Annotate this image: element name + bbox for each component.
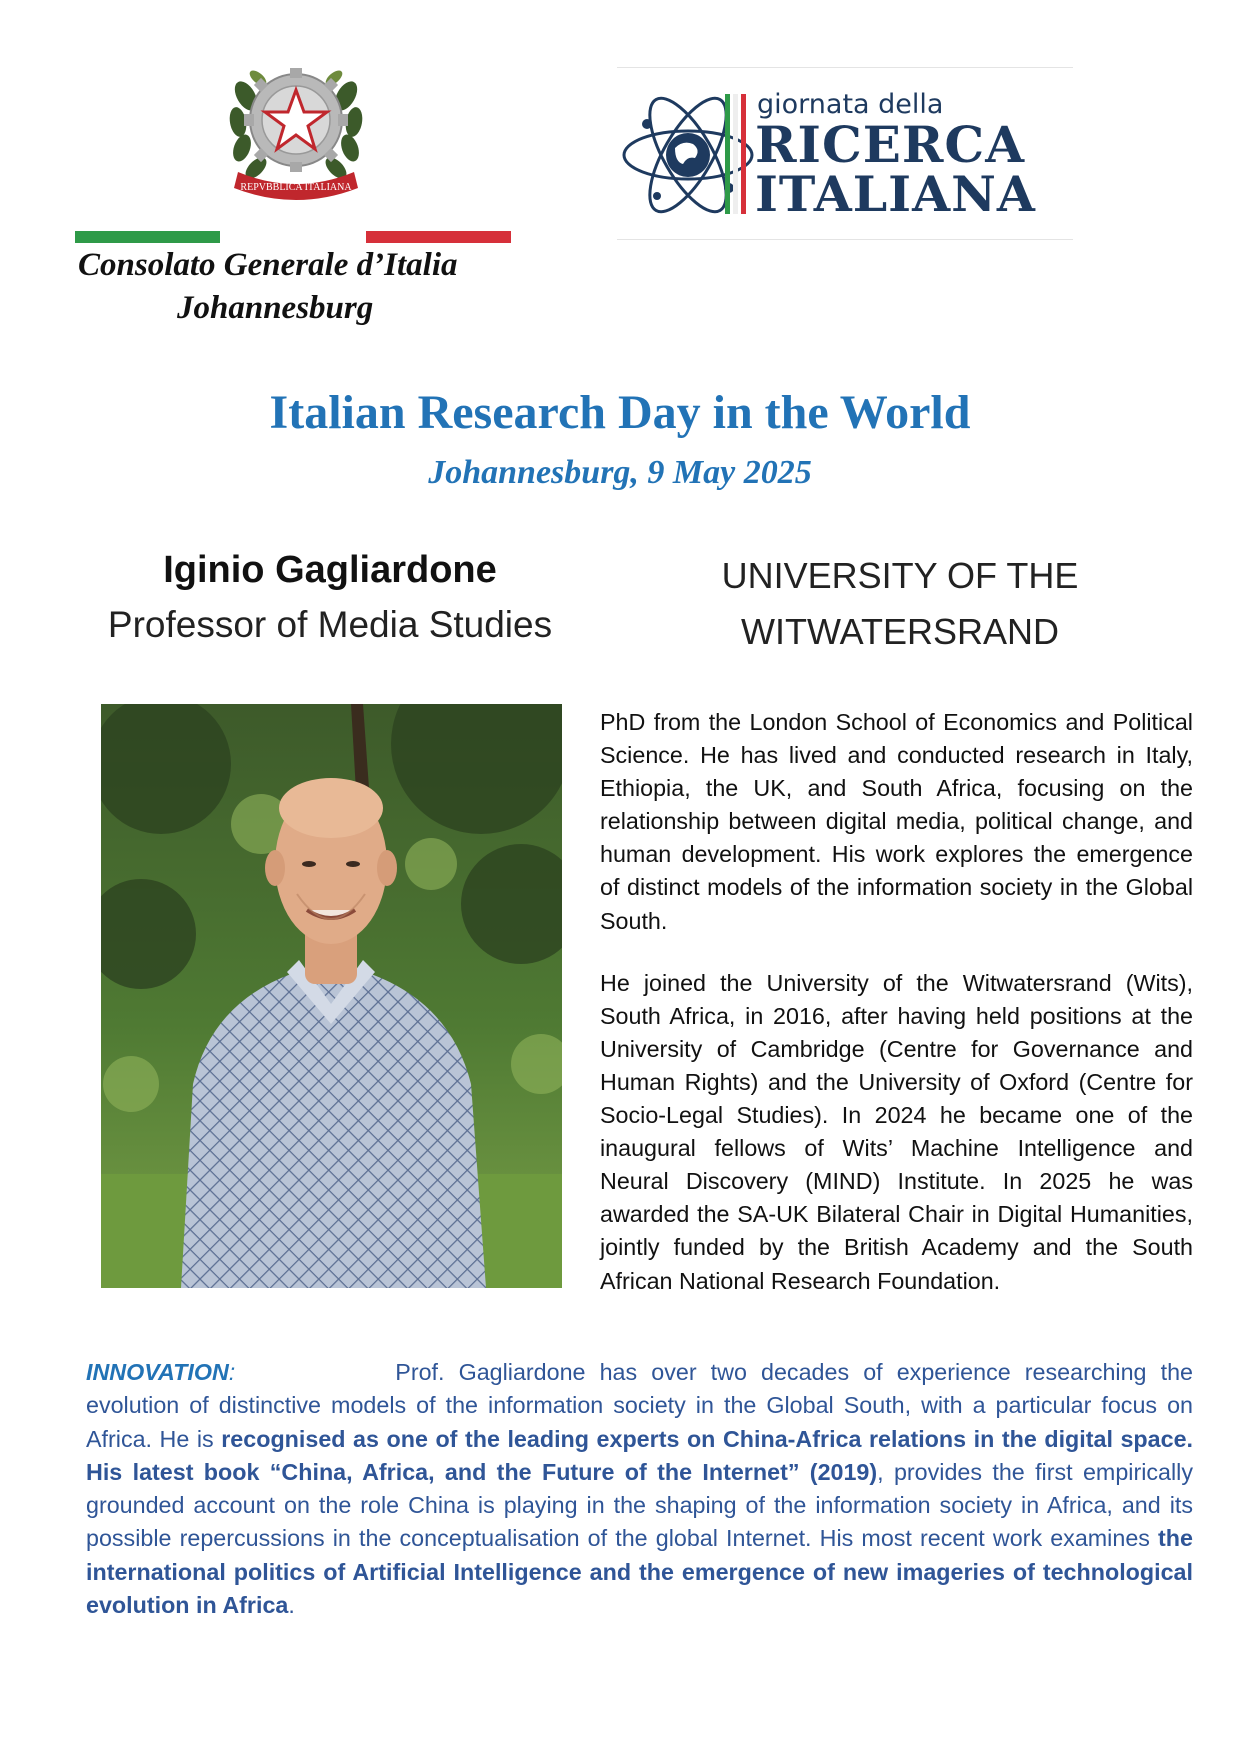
innovation-paragraph (86, 1356, 1193, 1622)
flag-red-stripe (366, 231, 511, 243)
bio-text (600, 706, 1193, 1327)
event-title: Italian Research Day in the World (269, 386, 971, 439)
innovation-colon: : (228, 1359, 236, 1385)
logo-italiana-text: ITALIANA (755, 165, 1036, 223)
consulate-name: Consolato Generale d’Italia (78, 247, 458, 283)
innovation-text-2: , provides the first empirically grounded account on the role China is playing in the shaping of the information society in Africa, and its possible repercussions in the conceptualisation of the global Internet. His most recent work examines (86, 1458, 1193, 1552)
consulate-city: Johannesburg (177, 290, 374, 326)
svg-text:REPVBBLICA ITALIANA: REPVBBLICA ITALIANA (240, 182, 352, 193)
university-name (660, 548, 1140, 660)
innovation-highlight-1: recognised as one of the leading experts on China-Africa relations in the digital space. His latest book “China, Africa, and the Future of the Internet” (2019) (86, 1425, 1193, 1485)
innovation-highlight-2: the international politics of Artificial Intelligence and the emergence of new imageries of technological evolution in Africa (86, 1525, 1193, 1619)
italian-flag-bar (75, 231, 511, 243)
giornata-ricerca-logo (617, 67, 1073, 240)
person-name: Iginio Gagliardone (163, 549, 497, 591)
person-role: Professor of Media Studies (107, 604, 553, 645)
event-subtitle: Johannesburg, 9 May 2025 (428, 454, 812, 491)
bio-paragraph-1: PhD from the London School of Economics and Political Science. He has lived and conducted research in Italy, Ethiopia, the UK, and South Africa, focusing on the relationship between digital media, political change, and human development. His work explores the emergence of distinct models of the information society in the Global South. (600, 709, 1193, 934)
logo-ricerca-text: RICERCA (755, 115, 1025, 174)
italian-republic-emblem-icon (226, 56, 366, 202)
flag-green-stripe (75, 231, 220, 243)
innovation-text-3: . (288, 1592, 295, 1619)
logo-small-text: giornata della (757, 89, 944, 120)
tricolor-stripes-icon (725, 94, 747, 214)
portrait-photo (101, 704, 562, 1288)
university-line2: WITWATERSRAND (741, 611, 1059, 652)
university-line1: UNIVERSITY OF THE (721, 555, 1079, 596)
innovation-text-1: Prof. Gagliardone has over two decades of experience researching the evolution of distinctive models of the information society in the Global South, with a particular focus on Africa. He is (86, 1359, 1193, 1452)
bio-paragraph-2: He joined the University of the Witwatersrand (Wits), South Africa, in 2016, after having held positions at the University of Cambridge (Centre for Governance and Human Rights) and the University of Oxford (Centre for Socio-Legal Studies). In 2024 he became one of the inaugural fellows of Wits’ Machine Intelligence and Neural Discovery (MIND) Institute. In 2025 he was awarded the SA-UK Bilateral Chair in Digital Humanities, jointly funded by the British Academy and the South African National Research Foundation. (600, 969, 1193, 1294)
innovation-label: INNOVATION (86, 1359, 229, 1385)
